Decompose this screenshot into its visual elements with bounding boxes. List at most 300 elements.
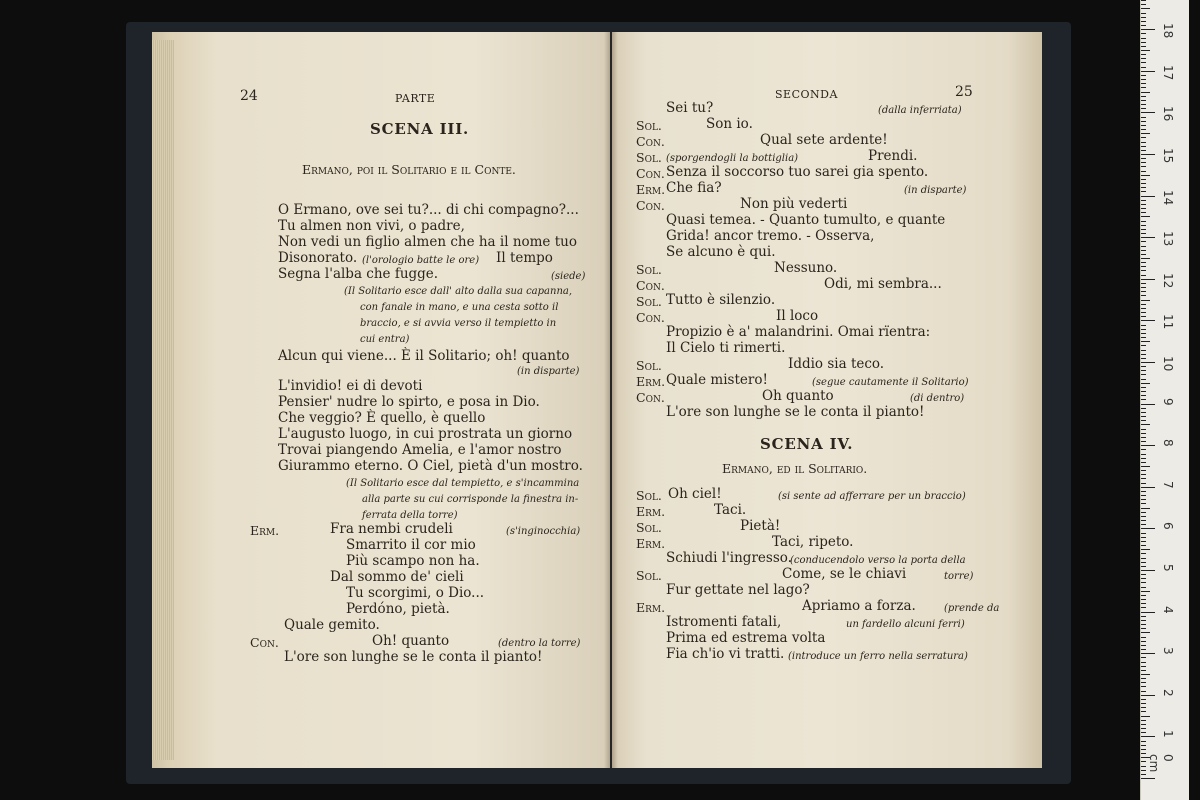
- running-head: SECONDA: [775, 88, 838, 101]
- ruler-tick: [1141, 649, 1146, 650]
- ruler-tick: [1141, 254, 1146, 255]
- ruler-tick: [1141, 674, 1150, 675]
- speaker: Erm.: [250, 523, 280, 538]
- verse-line: Non vedi un figlio almen che ha il nome tuo: [278, 234, 577, 250]
- ruler-tick: [1141, 320, 1155, 321]
- ruler-tick: [1141, 350, 1146, 351]
- verse-line: Il Cielo ti rimerti.: [666, 340, 786, 356]
- ruler-tick: [1141, 191, 1146, 192]
- verse-line: L'invidio! ei di devoti: [278, 378, 423, 394]
- ruler-tick: [1141, 570, 1155, 571]
- ruler-tick: [1141, 533, 1146, 534]
- ruler-tick: [1141, 112, 1155, 113]
- ruler-tick: [1141, 607, 1146, 608]
- ruler-tick: [1141, 58, 1146, 59]
- ruler-tick: [1141, 524, 1146, 525]
- ruler-tick: [1141, 699, 1146, 700]
- ruler-tick: [1141, 287, 1146, 288]
- ruler-tick: [1141, 412, 1146, 413]
- ruler-tick: [1141, 200, 1146, 201]
- speaker: Sol.: [636, 294, 662, 309]
- stage-direction: braccio, e si avvia verso il tempietto in: [360, 318, 557, 329]
- ruler-tick: [1141, 528, 1155, 529]
- ruler-tick: [1141, 146, 1146, 147]
- ruler-tick: [1141, 275, 1146, 276]
- speaker: Con.: [636, 278, 665, 293]
- stage-direction: (Il Solitario esce dal tempietto, e s'incammina: [346, 478, 580, 489]
- ruler-tick: [1141, 291, 1146, 292]
- ruler-tick: [1141, 686, 1146, 687]
- stage-direction: torre): [944, 571, 974, 582]
- ruler-number: 18: [1161, 23, 1175, 39]
- ruler-number: 10: [1161, 356, 1175, 372]
- ruler-tick: [1141, 83, 1146, 84]
- stage-direction: alla parte su cui corrisponde la finestra in-: [362, 494, 579, 505]
- speaker: Sol.: [636, 150, 662, 165]
- ruler-tick: [1141, 736, 1155, 737]
- ruler-tick: [1141, 229, 1146, 230]
- stage-direction: (sporgendogli la bottiglia): [666, 153, 799, 164]
- verse-line: L'augusto luogo, in cui prostrata un giorno: [278, 426, 573, 442]
- ruler-tick: [1141, 171, 1146, 172]
- ruler-tick: [1141, 624, 1146, 625]
- ruler-tick: [1141, 8, 1150, 9]
- ruler-tick: [1141, 766, 1146, 767]
- ruler-tick: [1141, 612, 1155, 613]
- ruler-tick: [1141, 395, 1146, 396]
- verse-line: Pietà!: [740, 518, 781, 534]
- ruler-tick: [1141, 520, 1146, 521]
- speaker: Sol.: [636, 118, 662, 133]
- ruler-tick: [1141, 179, 1146, 180]
- measuring-ruler: [1140, 0, 1189, 800]
- ruler-tick: [1141, 641, 1146, 642]
- ruler-tick: [1141, 104, 1146, 105]
- ruler-tick: [1141, 0, 1146, 1]
- ruler-tick: [1141, 487, 1155, 488]
- ruler-tick: [1141, 724, 1146, 725]
- verse-line: Fia ch'io vi tratti.: [666, 646, 785, 662]
- speaker: Con.: [636, 134, 665, 149]
- verse-line: Sei tu?: [666, 100, 714, 116]
- ruler-tick: [1141, 354, 1146, 355]
- verse-line: Son io.: [706, 116, 753, 132]
- ruler-tick: [1141, 682, 1146, 683]
- ruler-tick: [1141, 337, 1146, 338]
- verse-line: Nessuno.: [774, 260, 838, 276]
- stage-direction: (in disparte): [517, 366, 580, 377]
- ruler-tick: [1141, 279, 1155, 280]
- ruler-tick: [1141, 454, 1146, 455]
- stage-direction: con fanale in mano, e una cesta sotto il: [360, 302, 559, 313]
- ruler-tick: [1141, 96, 1146, 97]
- ruler-tick: [1141, 741, 1146, 742]
- ruler-tick: [1141, 17, 1146, 18]
- ruler-tick: [1141, 92, 1150, 93]
- ruler-number: 2: [1161, 688, 1175, 697]
- ruler-tick: [1141, 745, 1146, 746]
- ruler-tick: [1141, 445, 1155, 446]
- ruler-tick: [1141, 549, 1150, 550]
- ruler-tick: [1141, 537, 1146, 538]
- verse-line: Iddio sia teco.: [788, 356, 885, 372]
- ruler-tick: [1141, 25, 1146, 26]
- ruler-tick: [1141, 637, 1146, 638]
- verse-line: Istromenti fatali,: [666, 614, 782, 630]
- verse-line: Più scampo non ha.: [346, 553, 480, 569]
- verse-line: Taci, ripeto.: [772, 534, 854, 550]
- ruler-tick: [1141, 383, 1150, 384]
- ruler-tick: [1141, 424, 1150, 425]
- ruler-tick: [1141, 142, 1146, 143]
- ruler-tick: [1141, 221, 1146, 222]
- ruler-tick: [1141, 71, 1155, 72]
- ruler-tick: [1141, 508, 1150, 509]
- speaker: Erm.: [636, 536, 666, 551]
- verse-line: Tu scorgimi, o Dio...: [346, 585, 485, 601]
- speaker: Erm.: [636, 600, 666, 615]
- speaker: Sol.: [636, 262, 662, 277]
- ruler-tick: [1141, 582, 1146, 583]
- ruler-tick: [1141, 87, 1146, 88]
- ruler-tick: [1141, 466, 1150, 467]
- ruler-number: 12: [1161, 272, 1175, 289]
- verse-line: Senza il soccorso tuo sarei gia spento.: [666, 164, 929, 180]
- ruler-tick: [1141, 341, 1150, 342]
- ruler-tick: [1141, 728, 1146, 729]
- ruler-tick: [1141, 237, 1155, 238]
- verse-line: O Ermano, ove sei tu?... di chi compagno?...: [278, 202, 579, 218]
- verse-line: Come, se le chiavi: [782, 566, 907, 582]
- ruler-tick: [1141, 391, 1146, 392]
- ruler-tick: [1141, 711, 1146, 712]
- verse-line: Prendi.: [868, 148, 918, 164]
- ruler-tick: [1141, 587, 1146, 588]
- ruler-tick: [1141, 707, 1146, 708]
- ruler-tick: [1141, 566, 1146, 567]
- ruler-tick: [1141, 628, 1146, 629]
- ruler-tick: [1141, 774, 1146, 775]
- verse-line: Grida! ancor tremo. - Osserva,: [666, 228, 875, 244]
- scene-cast: Ermano, ed il Solitario.: [722, 461, 868, 476]
- speaker: Sol.: [636, 520, 662, 535]
- ruler-tick: [1141, 333, 1146, 334]
- ruler-number: 9: [1161, 397, 1175, 406]
- ruler-tick: [1141, 204, 1146, 205]
- page-number: 25: [955, 84, 973, 100]
- ruler-tick: [1141, 458, 1146, 459]
- ruler-tick: [1141, 732, 1146, 733]
- verse-line: Oh ciel!: [668, 486, 722, 502]
- verse-line: Odi, mi sembra...: [824, 276, 942, 292]
- verse-line: L'ore son lunghe se le conta il pianto!: [666, 404, 925, 420]
- speaker: Con.: [636, 310, 665, 325]
- ruler-tick: [1141, 720, 1146, 721]
- verse-line: Disonorato.: [278, 250, 358, 266]
- ruler-tick: [1141, 316, 1146, 317]
- ruler-tick: [1141, 662, 1146, 663]
- verse-line: Il tempo: [496, 250, 553, 266]
- ruler-number: 1: [1161, 730, 1175, 739]
- ruler-tick: [1141, 283, 1146, 284]
- stage-direction: un fardello alcuni ferri): [846, 619, 965, 630]
- ruler-number: 5: [1161, 564, 1175, 572]
- speaker: Erm.: [636, 182, 666, 197]
- speaker: Erm.: [636, 374, 666, 389]
- ruler-tick: [1141, 358, 1146, 359]
- ruler-tick: [1141, 29, 1155, 30]
- ruler-tick: [1141, 408, 1146, 409]
- ruler-tick: [1141, 578, 1146, 579]
- ruler-tick: [1141, 187, 1146, 188]
- ruler-number: 13: [1161, 231, 1175, 247]
- page-number: 24: [240, 88, 258, 104]
- ruler-tick: [1141, 241, 1146, 242]
- ruler-tick: [1141, 345, 1146, 346]
- ruler-tick: [1141, 695, 1155, 696]
- verse-line: Tu almen non vivi, o padre,: [278, 218, 465, 234]
- ruler-tick: [1141, 175, 1150, 176]
- ruler-tick: [1141, 778, 1155, 779]
- ruler-tick: [1141, 308, 1146, 309]
- ruler-number: 14: [1161, 189, 1175, 205]
- ruler-tick: [1141, 716, 1150, 717]
- ruler-tick: [1141, 441, 1146, 442]
- ruler-tick: [1141, 599, 1146, 600]
- ruler-tick: [1141, 703, 1146, 704]
- ruler-tick: [1141, 266, 1146, 267]
- stage-direction: (in disparte): [904, 185, 967, 196]
- speaker: Con.: [250, 635, 279, 650]
- ruler-number: 11: [1161, 314, 1175, 330]
- speaker: Con.: [636, 166, 665, 181]
- ruler-tick: [1141, 42, 1146, 43]
- ruler-tick: [1141, 38, 1146, 39]
- ruler-number: 8: [1161, 439, 1175, 447]
- ruler-tick: [1141, 329, 1146, 330]
- ruler-tick: [1141, 541, 1146, 542]
- speaker: Con.: [636, 390, 665, 405]
- ruler-tick: [1141, 499, 1146, 500]
- stage-direction: (prende da: [944, 603, 1000, 614]
- ruler-tick: [1141, 312, 1146, 313]
- stage-direction: (siede): [551, 271, 586, 282]
- ruler-tick: [1141, 562, 1146, 563]
- stage-direction: (conducendolo verso la porta della: [790, 555, 966, 566]
- ruler-tick: [1141, 749, 1146, 750]
- ruler-tick: [1141, 212, 1146, 213]
- ruler-tick: [1141, 166, 1146, 167]
- ruler-tick: [1141, 158, 1146, 159]
- verse-line: Che veggio? È quello, è quello: [278, 410, 486, 426]
- ruler-tick: [1141, 512, 1146, 513]
- ruler-tick: [1141, 233, 1146, 234]
- ruler-tick: [1141, 137, 1146, 138]
- scene-title: SCENA III.: [370, 120, 470, 138]
- ruler-number: 15: [1161, 148, 1175, 164]
- verse-line: Segna l'alba che fugge.: [278, 266, 439, 282]
- verse-line: Fur gettate nel lago?: [666, 582, 810, 598]
- ruler-tick: [1141, 325, 1146, 326]
- ruler-tick: [1141, 162, 1146, 163]
- stage-direction: (dentro la torre): [498, 638, 581, 649]
- ruler-tick: [1141, 67, 1146, 68]
- speaker: Sol.: [636, 488, 662, 503]
- running-head: PARTE: [395, 92, 436, 105]
- stage-direction: (si sente ad afferrare per un braccio): [778, 491, 966, 502]
- speaker: Con.: [636, 198, 665, 213]
- book-gutter: [604, 32, 618, 768]
- ruler-tick: [1141, 4, 1146, 5]
- ruler-tick: [1141, 374, 1146, 375]
- verse-line: Pensier' nudre lo spirto, e posa in Dio.: [278, 394, 540, 410]
- ruler-tick: [1141, 670, 1146, 671]
- ruler-tick: [1141, 270, 1146, 271]
- stage-direction: (Il Solitario esce dall' alto dalla sua capanna,: [344, 286, 573, 297]
- ruler-number: 17: [1161, 64, 1175, 81]
- verse-line: Qual sete ardente!: [760, 132, 888, 148]
- ruler-tick: [1141, 208, 1146, 209]
- ruler-tick: [1141, 399, 1146, 400]
- stage-direction: ferrata della torre): [362, 510, 458, 521]
- ruler-tick: [1141, 250, 1146, 251]
- ruler-tick: [1141, 470, 1146, 471]
- ruler-tick: [1141, 761, 1146, 762]
- verse-line: Non più vederti: [740, 196, 848, 212]
- ruler-tick: [1141, 483, 1146, 484]
- ruler-tick: [1141, 591, 1150, 592]
- page-edges: [152, 40, 174, 760]
- ruler-tick: [1141, 574, 1146, 575]
- ruler-tick: [1141, 691, 1146, 692]
- ruler-tick: [1141, 125, 1146, 126]
- scene-cast: Ermano, poi il Solitario e il Conte.: [302, 162, 516, 177]
- ruler-tick: [1141, 433, 1146, 434]
- ruler-tick: [1141, 129, 1146, 130]
- stage-direction: (s'inginocchia): [506, 526, 581, 537]
- verse-line: Fra nembi crudeli: [330, 521, 453, 537]
- ruler-tick: [1141, 387, 1146, 388]
- ruler-tick: [1141, 225, 1146, 226]
- ruler-tick: [1141, 366, 1146, 367]
- ruler-tick: [1141, 429, 1146, 430]
- stage-direction: (segue cautamente il Solitario): [812, 377, 969, 388]
- ruler-tick: [1141, 79, 1146, 80]
- verse-line: Apriamo a forza.: [802, 598, 916, 614]
- ruler-tick: [1141, 495, 1146, 496]
- ruler-tick: [1141, 304, 1146, 305]
- ruler-tick: [1141, 75, 1146, 76]
- stage-direction: (introduce un ferro nella serratura): [788, 651, 968, 662]
- ruler-tick: [1141, 416, 1146, 417]
- verse-line: Quale mistero!: [666, 372, 768, 388]
- ruler-tick: [1141, 300, 1150, 301]
- ruler-tick: [1141, 462, 1146, 463]
- stage-direction: (dalla inferriata): [878, 105, 962, 116]
- ruler-number: 0 cm: [1147, 754, 1175, 773]
- ruler-tick: [1141, 246, 1146, 247]
- ruler-tick: [1141, 117, 1146, 118]
- ruler-tick: [1141, 657, 1146, 658]
- ruler-tick: [1141, 666, 1146, 667]
- stage-direction: (di dentro): [910, 393, 965, 404]
- ruler-tick: [1141, 653, 1155, 654]
- ruler-tick: [1141, 262, 1146, 263]
- ruler-number: 4: [1161, 605, 1175, 614]
- verse-line: Giurammo eterno. O Ciel, pietà d'un mostro.: [278, 458, 583, 474]
- ruler-tick: [1141, 620, 1146, 621]
- ruler-tick: [1141, 100, 1146, 101]
- ruler-tick: [1141, 404, 1155, 405]
- verse-line: Quale gemito.: [284, 617, 380, 633]
- ruler-tick: [1141, 478, 1146, 479]
- ruler-tick: [1141, 370, 1146, 371]
- ruler-tick: [1141, 50, 1150, 51]
- verse-line: Taci.: [714, 502, 747, 518]
- ruler-tick: [1141, 616, 1146, 617]
- ruler-tick: [1141, 603, 1146, 604]
- ruler-tick: [1141, 121, 1146, 122]
- stage-direction: (l'orologio batte le ore): [362, 255, 480, 266]
- verse-line: Trovai piangendo Amelia, e l'amor nostro: [278, 442, 562, 458]
- ruler-tick: [1141, 258, 1150, 259]
- ruler-tick: [1141, 379, 1146, 380]
- verse-line: L'ore son lunghe se le conta il pianto!: [284, 649, 543, 665]
- verse-line: Tutto è silenzio.: [666, 292, 776, 308]
- ruler-tick: [1141, 770, 1146, 771]
- verse-line: Oh! quanto: [372, 633, 450, 649]
- verse-line: Che fia?: [666, 180, 722, 196]
- ruler-tick: [1141, 150, 1146, 151]
- verse-line: Oh quanto: [762, 388, 834, 404]
- speaker: Sol.: [636, 358, 662, 373]
- scene-title: SCENA IV.: [760, 435, 854, 453]
- verse-line: Dal sommo de' cieli: [330, 569, 464, 585]
- ruler-tick: [1141, 33, 1146, 34]
- stage-direction: cui entra): [360, 334, 410, 345]
- ruler-tick: [1141, 62, 1146, 63]
- ruler-tick: [1141, 503, 1146, 504]
- ruler-tick: [1141, 753, 1146, 754]
- ruler-tick: [1141, 420, 1146, 421]
- verse-line: Smarrito il cor mio: [346, 537, 476, 553]
- ruler-tick: [1141, 645, 1146, 646]
- ruler-tick: [1141, 474, 1146, 475]
- verse-line: Quasi temea. - Quanto tumulto, e quante: [666, 212, 946, 228]
- verse-line: Prima ed estrema volta: [666, 630, 826, 646]
- ruler-tick: [1141, 553, 1146, 554]
- ruler-tick: [1141, 295, 1146, 296]
- ruler-tick: [1141, 558, 1146, 559]
- ruler-tick: [1141, 154, 1155, 155]
- ruler-tick: [1141, 133, 1150, 134]
- ruler-tick: [1141, 362, 1155, 363]
- ruler-tick: [1141, 678, 1146, 679]
- verse-line: Schiudi l'ingresso.: [666, 550, 792, 566]
- ruler-number: 6: [1161, 522, 1175, 531]
- ruler-tick: [1141, 545, 1146, 546]
- ruler-number: 7: [1161, 480, 1175, 489]
- ruler-number: 3: [1161, 647, 1175, 655]
- ruler-number: 16: [1161, 106, 1175, 122]
- verse-line: Alcun qui viene... È il Solitario; oh! quanto: [278, 348, 570, 364]
- verse-line: Perdóno, pietà.: [346, 601, 450, 617]
- verse-line: Propizio è a' malandrini. Omai rïentra:: [666, 324, 931, 340]
- ruler-tick: [1141, 21, 1146, 22]
- ruler-tick: [1141, 216, 1150, 217]
- verse-line: Il loco: [776, 308, 819, 324]
- verse-line: Se alcuno è qui.: [666, 244, 776, 260]
